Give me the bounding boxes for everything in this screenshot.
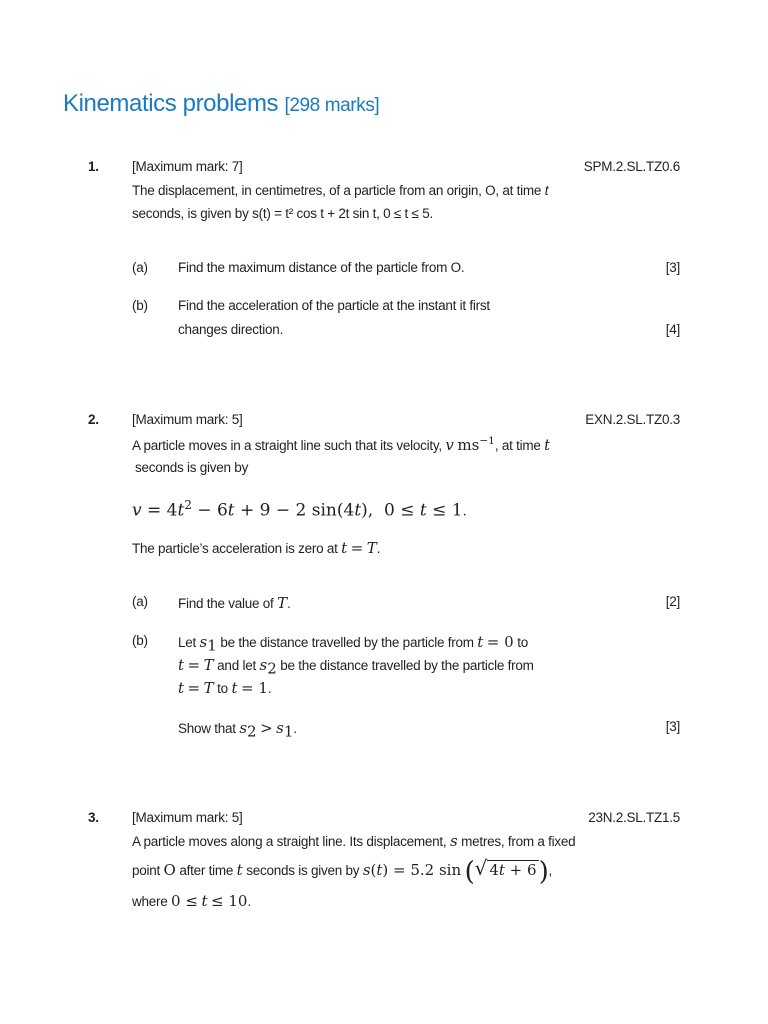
question-1-code: SPM.2.SL.TZ0.6	[583, 159, 680, 174]
question-1-stem-line1: The displacement, in centimetres, of a particle from an origin, O, at time t	[132, 183, 549, 198]
question-2a-marks: [2]	[665, 594, 680, 609]
question-1-number: 1.	[88, 159, 99, 174]
question-1b-text-line2: changes direction.	[178, 322, 284, 337]
question-2-acceleration-text: The particle’s acceleration is zero at t = T.	[132, 539, 381, 557]
total-marks: [298 marks]	[284, 95, 380, 116]
question-2b-line3: t = T to t = 1.	[178, 679, 272, 697]
question-3-stem-line3: where 0 ≤ t ≤ 10.	[132, 892, 251, 910]
page-title: Kinematics problems [298 marks]	[63, 90, 380, 117]
question-1a-text: Find the maximum distance of the particle from O.	[178, 260, 465, 275]
question-2b-line2: t = T and let $s_2$ be the distance travelled by the particle from	[178, 656, 534, 678]
question-2-stem-line2: seconds is given by	[135, 460, 249, 475]
question-3-stem-line2: point O after time t seconds is given by s(t) = 5.2 sin (√ 4t + 6),	[132, 856, 552, 887]
question-1a-label: (a)	[132, 260, 148, 275]
question-1b-marks: [4]	[665, 322, 680, 337]
question-2-max-mark: [Maximum mark: 5]	[132, 412, 243, 427]
question-2-stem-line1: A particle moves in a straight line such that its velocity, v $ms^{-1}$, at time t	[132, 435, 551, 454]
question-2-velocity-equation: $v = 4t^2 - 6t + 9 - 2$ sin(4t), 0 ≤ t ≤ 1.	[132, 498, 467, 521]
question-2a-label: (a)	[132, 594, 148, 609]
question-3-max-mark: [Maximum mark: 5]	[132, 810, 243, 825]
question-1-stem-line2: seconds, is given by s(t) = t² cos t + 2t sin t, 0 ≤ t ≤ 5.	[132, 206, 433, 221]
question-1b-text-line1: Find the acceleration of the particle at the instant it first	[178, 298, 490, 313]
question-2a-text: Find the value of T.	[178, 594, 291, 612]
question-2b-show-that: Show that $s_2 > s_1$.	[178, 719, 297, 741]
question-1b-label: (b)	[132, 298, 148, 313]
question-2b-label: (b)	[132, 633, 148, 648]
question-2-number: 2.	[88, 412, 99, 427]
question-1-formula: s(t) = t² cos t + 2t sin t, 0 ≤ t ≤ 5.	[252, 206, 433, 221]
question-3-number: 3.	[88, 810, 99, 825]
question-2b-marks: [3]	[665, 719, 680, 734]
question-2-code: EXN.2.SL.TZ0.3	[585, 412, 680, 427]
question-3-code: 23N.2.SL.TZ1.5	[588, 810, 680, 825]
question-3-stem-line1: A particle moves along a straight line. Its displacement, s metres, from a fixed	[132, 832, 576, 850]
question-1-max-mark: [Maximum mark: 7]	[132, 159, 243, 174]
question-2b-line1: Let $s_1$ be the distance travelled by the particle from t = 0 to	[178, 633, 528, 655]
question-1a-marks: [3]	[665, 260, 680, 275]
